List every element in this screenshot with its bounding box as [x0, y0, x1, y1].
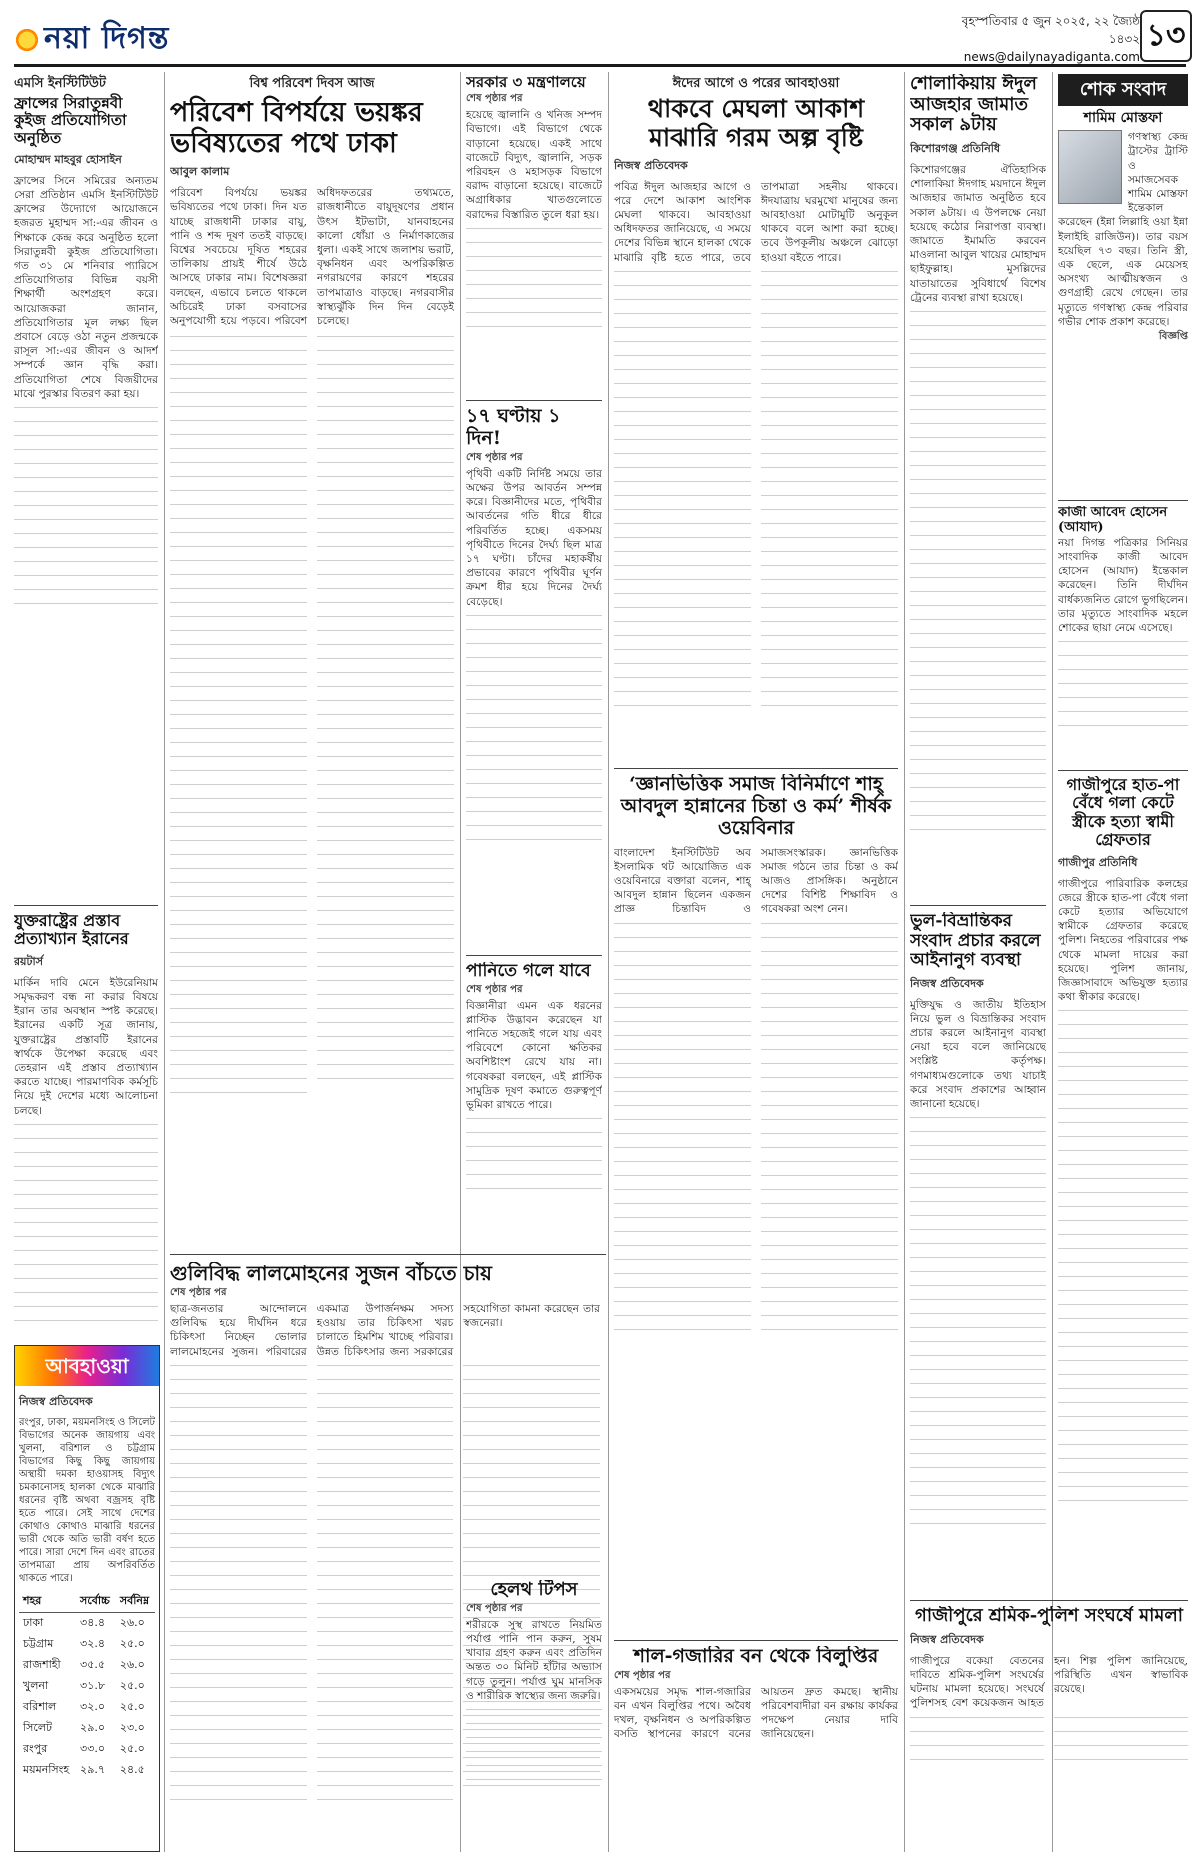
obituary-header: শোক সংবাদ: [1058, 74, 1188, 106]
story-misinformation[interactable]: [910, 912, 1046, 1592]
section-divider: [614, 768, 898, 769]
table-row: চট্টগ্রাম ৩২.৪ ২৫.০: [23, 1637, 145, 1650]
story-body: একসময়ের সমৃদ্ধ শাল-গজারির বন এখন বিলুপ্তির পথে। অবৈধ দখল, বৃক্ষনিধন ও অপরিকল্পিত বসতি স্থাপনের কারণে বনের আয়তন দ্রুত কমছে। স্থানীয় পরিবেশবাদীরা বন রক্ষায় কার্যকর পদক্ষেপ নেয়ার দাবি জানিয়েছেন।: [614, 1685, 898, 1741]
column-rule: [1052, 72, 1053, 1852]
table-row: সিলেট ২৯.০ ২৩.০: [23, 1721, 145, 1734]
story-budget[interactable]: [466, 74, 602, 394]
story-byline: নিজস্ব প্রতিবেদক: [910, 1632, 984, 1646]
story-body: ফ্রান্সের সিনে সমিরের অন্যতম সেরা প্রতিষ্ঠান এমসি ইনস্টিটিউট ফ্রান্সের উদ্যোগে আয়োজনে হজরত মুহাম্মদ সা:-এর জীবন ও শিক্ষাকে কেন্দ্র করে অনুষ্ঠিত হলো সিরাতুন্নবী কুইজ প্রতিযোগিতা। গত ৩১ মে শনিবার প্যারিসে প্রতিযোগিতার বিভিন্ন বয়সী শিক্ষার্থী অংশগ্রহণ করে। আয়োজকরা জানান, প্রতিযোগিতার মূল লক্ষ্য ছিল প্রবাসে বেড়ে ওঠা নতুন প্রজন্মকে রাসূল সা:-এর জীবন ও আদর্শ সম্পর্কে জ্ঞান বৃদ্ধি করা। প্রতিযোগিতা শেষে বিজয়ীদের মাঝে পুরস্কার বিতরণ করা হয়।: [14, 174, 158, 400]
story-headline: থাকবে মেঘলা আকাশ মাঝারি গরম অল্প বৃষ্টি: [647, 94, 865, 152]
temperature-table: [19, 1591, 155, 1781]
body-text-lines: [910, 311, 1046, 830]
contact-email[interactable]: news@dailynayadiganta.com: [963, 50, 1140, 64]
story-headline: শাল-গজারির বন থেকে বিলুপ্তির: [633, 1646, 879, 1667]
weather-title: আবহাওয়া: [15, 1346, 159, 1386]
story-headline: শোলাকিয়ায় ঈদুল আজহার জামাত সকাল ৯টায়: [910, 74, 1037, 136]
table-row: রাজশাহী ৩৫.৫ ২৬.০: [23, 1658, 145, 1671]
story-body: গাজীপুরে পারিবারিক কলহের জেরে স্ত্রীকে হাত-পা বেঁধে গলা কেটে হত্যার অভিযোগে স্বামীকে গ্রেফতার করেছে পুলিশ। নিহতের পরিবারের পক্ষ থেকে মামলা দায়ের করা হয়েছে। পুলিশ জানায়, জিজ্ঞাসাবাদে অভিযুক্ত হত্যার কথা স্বীকার করেছে।: [1058, 877, 1188, 1004]
body-text-lines: [466, 228, 602, 327]
continued-label: শেষ পৃষ্ঠার পর: [466, 983, 523, 995]
story-headline: ১৭ ঘণ্টায় ১ দিন!: [466, 406, 561, 449]
story-headline: পরিবেশ বিপর্যয়ে ভয়ঙ্কর ভবিষ্যতের পথে ঢাকা: [170, 97, 423, 160]
table-row: খুলনা ৩১.৮ ২৫.০: [23, 1679, 145, 1692]
story-byline: গাজীপুর প্রতিনিধি: [1058, 855, 1138, 869]
story-body: বাংলাদেশ ইনস্টিটিউট অব ইসলামিক থট আয়োজিত এক ওয়েবিনারে বক্তারা বলেন, শাহ্ আবদুল হান্নান ছিলেন একজন প্রাজ্ঞ চিন্তাবিদ ও সমাজসংস্কারক। জ্ঞানভিত্তিক সমাজ গঠনে তার চিন্তা ও কর্ম আজও প্রাসঙ্গিক। অনুষ্ঠানে দেশের বিশিষ্ট শিক্ষাবিদ ও গবেষকরা অংশ নেন।: [614, 846, 898, 916]
section-divider: [1058, 500, 1188, 501]
body-text-lines: [14, 407, 158, 614]
story-plastic[interactable]: [466, 962, 602, 1242]
masthead-meta: [930, 12, 1140, 66]
issue-date: বৃহস্পতিবার ৫ জুন ২০২৫, ২২ জ্যৈষ্ঠ ১৪৩২: [961, 14, 1140, 46]
story-byline: আবুল কালাম: [170, 165, 230, 179]
weather-byline: নিজস্ব প্রতিবেদক: [19, 1395, 93, 1408]
logo-text: নয়া দিগন্ত: [44, 21, 170, 56]
section-divider: [910, 905, 1046, 906]
body-text-lines: [614, 271, 898, 719]
section-divider: [170, 1254, 606, 1255]
body-text-lines: [910, 1717, 1188, 1773]
story-body: মার্কিন দাবি মেনে ইউরেনিয়াম সমৃদ্ধকরণ বন্ধ না করার বিষয়ে ইরান তার অবস্থান স্পষ্ট করেছে। ইরানের একটি সূত্র জানায়, যুক্তরাষ্ট্রের প্রস্তাবটি ইরানের স্বার্থকে উপেক্ষা করেছে এবং তেহরান এই প্রস্তাব প্রত্যাখ্যান করতে যাচ্ছে। পারমাণবিক কর্মসূচি নিয়ে দুই দেশের মধ্যে আলোচনা চলছে।: [14, 976, 158, 1117]
story-headline: গাজীপুরে হাত-পা বেঁধে গলা কেটে স্ত্রীকে হত্যা স্বামী গ্রেফতার: [1066, 776, 1180, 850]
section-divider: [466, 955, 602, 956]
masthead-rule: [14, 64, 1186, 67]
lead-story-environment[interactable]: [170, 74, 454, 1244]
story-body: পৃথিবী একটি নির্দিষ্ট সময়ে তার অক্ষের উপর আবর্তন সম্পন্ন করে। বিজ্ঞানীদের মতে, পৃথিবীর আবর্তনের গতি ধীরে ধীরে পরিবর্তিত হচ্ছে। একসময় পৃথিবীতে দিনের দৈর্ঘ্য ছিল মাত্র ১৭ ঘণ্টা। চাঁদের মহাকর্ষীয় প্রভাবের কারণে পৃথিবীর ঘূর্ণন ক্রমশ ধীর হয়ে দিনের দৈর্ঘ্য বেড়েছে।: [466, 467, 602, 608]
section-divider: [14, 905, 158, 906]
story-body: ছাত্র-জনতার আন্দোলনে গুলিবিদ্ধ হয়ে দীর্ঘদিন ধরে চিকিৎসা নিচ্ছেন ভোলার লালমোহনের সুজন। পরিবারের একমাত্র উপার্জনক্ষম সদস্য হওয়ায় তার চিকিৎসা খরচ চালাতে হিমশিম খাচ্ছে পরিবার। উন্নত চিকিৎসার জন্য সরকারের সহযোগিতা কামনা করেছেন তার স্বজনেরা।: [170, 1303, 600, 1358]
body-text-lines: [614, 923, 898, 1343]
body-text-lines: [170, 336, 454, 1099]
continued-label: শেষ পৃষ্ঠার পর: [614, 1669, 671, 1681]
section-divider: [614, 1640, 898, 1641]
table-header: সর্বোচ্চ: [76, 1591, 116, 1613]
section-divider: [1058, 770, 1188, 771]
table-row: বরিশাল ৩২.০ ২৫.০: [23, 1700, 145, 1713]
story-17-hours[interactable]: [466, 406, 602, 946]
story-headline: হেলথ টিপস: [490, 1580, 578, 1600]
continued-label: শেষ পৃষ্ঠার পর: [466, 93, 523, 105]
story-gazipur-clash[interactable]: [910, 1606, 1188, 1852]
obituary-name: শামিম মোস্তফা: [1083, 110, 1163, 126]
story-headline: পানিতে গলে যাবে: [466, 962, 591, 981]
table-header: সর্বনিম্ন: [116, 1591, 155, 1613]
story-body: পবিত্র ঈদুল আজহার আগে ও পরে দেশে আকাশ আংশিক মেঘলা থাকবে। আবহাওয়া অধিদফতর জানিয়েছে, এ সময়ে দেশের বিভিন্ন স্থানে হালকা থেকে মাঝারি বৃষ্টি হতে পারে, তবে তাপমাত্রা সহনীয় থাকবে। ঈদযাত্রায় ঘরমুখো মানুষের জন্য আবহাওয়া মোটামুটি অনুকূল থাকবে বলে আশা করা হচ্ছে। তবে উপকূলীয় অঞ্চলে ঝোড়ো হাওয়া বইতে পারে।: [614, 180, 898, 264]
story-body: গাজীপুরে বকেয়া বেতনের দাবিতে শ্রমিক-পুলিশ সংঘর্ষের ঘটনায় মামলা হয়েছে। সংঘর্ষে পুলিশসহ বেশ কয়েকজন আহত হন। শিল্প পুলিশ জানিয়েছে, পরিস্থিতি এখন স্বাভাবিক রয়েছে।: [910, 1654, 1188, 1710]
obituary-body: নয়া দিগন্ত পত্রিকার সিনিয়র সাংবাদিক কাজী আবেদ হোসেন (আযাদ) ইন্তেকাল করেছেন। তিনি দীর্ঘদিন বার্ধক্যজনিত রোগে ভুগছিলেন। তার মৃত্যুতে সাংবাদিক মহলে শোকের ছায়া নেমে এসেছে।: [1058, 536, 1188, 635]
story-kicker: এমসি ইনস্টিটিউট: [14, 76, 106, 91]
obituary-body: গণস্বাস্থ্য কেন্দ্র ট্রাস্টের ট্রাস্টি ও সমাজসেবক শামিম মোস্তফা ইন্তেকাল করেছেন (ইন্না লিল্লাহি ওয়া ইন্না ইলাইহি রাজিউন)। তার বয়স হয়েছিল ৭৩ বছর। তিনি স্ত্রী, এক ছেলে, এক মেয়েসহ অসংখ্য আত্মীয়স্বজন ও গুণগ্রাহী রেখে গেছেন। তার মৃত্যুতে গণস্বাস্থ্য কেন্দ্র পরিবার গভীর শোক প্রকাশ করেছে।: [1058, 131, 1188, 328]
story-kicker: বিশ্ব পরিবেশ দিবস আজ: [249, 76, 375, 91]
story-body: মুক্তিযুদ্ধ ও জাতীয় ইতিহাস নিয়ে ভুল ও বিভ্রান্তিকর সংবাদ প্রচার করলে আইনানুগ ব্যবস্থা নেয়া হবে বলে জানিয়েছে সংশ্লিষ্ট কর্তৃপক্ষ। গণমাধ্যমগুলোকে তথ্য যাচাই করে সংবাদ প্রকাশের আহ্বান জানানো হয়েছে।: [910, 998, 1046, 1111]
story-webinar[interactable]: [614, 774, 898, 1414]
portrait-photo: [1058, 130, 1122, 204]
story-body: কিশোরগঞ্জের ঐতিহাসিক শোলাকিয়া ঈদগাহ ময়দানে ঈদুল আজহার জামাত অনুষ্ঠিত হবে সকাল ৯টায়। এ উপলক্ষে নেয়া হয়েছে কঠোর নিরাপত্তা ব্যবস্থা। জামাতে ইমামতি করবেন মাওলানা আবুল খায়ের মোহাম্মদ ছাইফুল্লাহ। মুসল্লিদের যাতায়াতের সুবিধার্থে বিশেষ ট্রেনের ব্যবস্থা রাখা হয়েছে।: [910, 164, 1046, 304]
story-body: বিজ্ঞানীরা এমন এক ধরনের প্লাস্টিক উদ্ভাবন করেছেন যা পানিতে সহজেই গলে যায় এবং পরিবেশে কোনো ক্ষতিকর অবশিষ্টাংশ রেখে যায় না। গবেষকরা বলছেন, এই প্লাস্টিক সামুদ্রিক দূষণ কমাতে গুরুত্বপূর্ণ ভূমিকা রাখতে পারে।: [466, 999, 602, 1111]
continued-label: শেষ পৃষ্ঠার পর: [170, 1287, 227, 1298]
obituary-kazi[interactable]: [1058, 506, 1188, 766]
body-text-lines: [1058, 641, 1188, 726]
column-rule: [164, 72, 165, 1852]
body-text-lines: [466, 1118, 602, 1189]
story-byline: মোহাম্মদ মাহবুর হোসাইন: [14, 152, 122, 166]
table-row: ঢাকা ৩৪.৪ ২৬.০: [23, 1616, 145, 1629]
body-text-lines: [466, 615, 602, 840]
story-headline: সরকার ৩ মন্ত্রণালয়ে: [466, 74, 586, 91]
continued-label: শেষ পৃষ্ঠার পর: [466, 451, 523, 463]
story-body: শরীরকে সুস্থ রাখতে নিয়মিত পর্যাপ্ত পানি পান করুন, সুষম খাবার গ্রহণ করুন এবং প্রতিদিন অন্তত ৩০ মিনিট হাঁটার অভ্যাস গড়ে তুলুন। পর্যাপ্ত ঘুম মানসিক ও শারীরিক স্বাস্থ্যের জন্য জরুরি।: [466, 1618, 602, 1702]
column-rule: [904, 72, 905, 1852]
table-row: ময়মনসিংহ ২৯.৭ ২৪.৫: [23, 1763, 145, 1776]
story-body: পরিবেশ বিপর্যয়ে ভয়ঙ্কর ভবিষ্যতের পথে ঢাকা। দিন যত যাচ্ছে রাজধানী ঢাকার বায়ু, পানি ও শব্দ দূষণ ততই বাড়ছে। বিশ্বের সবচেয়ে দূষিত শহরের তালিকায় প্রায়ই শীর্ষে উঠে আসছে ঢাকার নাম। বিশেষজ্ঞরা বলছেন, এভাবে চলতে থাকলে অচিরেই ঢাকা বসবাসের অনুপযোগী হয়ে পড়বে। পরিবেশ অধিদফতরের তথ্যমতে, রাজধানীতে বায়ুদূষণের প্রধান উৎস ইটভাটা, যানবাহনের কালো ধোঁয়া ও নির্মাণকাজের ধুলা। একই সাথে জলাশয় ভরাট, বৃক্ষনিধন এবং অপরিকল্পিত নগরায়ণের কারণে শহরের তাপমাত্রাও বাড়ছে। নগরবাসীর স্বাস্থ্যঝুঁকি দিন দিন বেড়েই চলেছে।: [170, 187, 454, 327]
weather-body: রংপুর, ঢাকা, ময়মনসিংহ ও সিলেট বিভাগের অনেক জায়গায় এবং খুলনা, বরিশাল ও চট্টগ্রাম বিভাগের কিছু কিছু জায়গায় অস্থায়ী দমকা হাওয়াসহ বিদ্যুৎ চমকানোসহ হালকা থেকে মাঝারি ধরনের বৃষ্টি অথবা বজ্রসহ বৃষ্টি হতে পারে। সেই সাথে দেশের কোথাও কোথাও মাঝারি ধরনের ভারী থেকে অতি ভারী বর্ষণ হতে পারে। সারা দেশে দিন এবং রাতের তাপমাত্রা প্রায় অপরিবর্তিত থাকতে পারে।: [19, 1417, 155, 1584]
body-text-lines: [466, 1709, 602, 1780]
body-text-lines: [910, 1117, 1046, 1524]
section-divider: [910, 1600, 1188, 1601]
story-sholakia[interactable]: [910, 74, 1046, 894]
story-forest[interactable]: [614, 1646, 898, 1852]
continued-label: শেষ পৃষ্ঠার পর: [466, 1602, 523, 1614]
story-headline: গাজীপুরে শ্রমিক-পুলিশ সংঘর্ষে মামলা: [915, 1606, 1183, 1626]
story-headline: ফ্রান্সের সিরাতুন্নবী কুইজ প্রতিযোগিতা অনুষ্ঠিত: [14, 94, 127, 147]
story-body: হয়েছে জ্বালানি ও খনিজ সম্পদ বিভাগে। এই বিভাগে থেকে বাড়ানো হয়েছে। একই সাথে বাজেটে বিদ্যুৎ, জ্বালানি, সড়ক পরিবহন ও মহাসড়ক বিভাগে বরাদ্দ বাড়ানো হয়েছে। বাজেটে অগ্রাধিকার খাতগুলোতে বরাদ্দের বিস্তারিত তুলে ধরা হয়।: [466, 109, 602, 221]
story-headline: ভুল-বিভ্রান্তিকর সংবাদ প্রচার করলে আইনানুগ ব্যবস্থা: [910, 912, 1041, 971]
notice-label: বিজ্ঞপ্তি: [1158, 330, 1188, 342]
section-divider: [466, 400, 602, 401]
table-header: শহর: [19, 1591, 76, 1613]
body-text-lines: [1058, 1010, 1188, 1501]
story-kicker: ঈদের আগে ও পরের আবহাওয়া: [672, 76, 840, 91]
story-headline: ‘জ্ঞানভিত্তিক সমাজ বিনির্মাণে শাহ্ আবদুল হান্নানের চিন্তা ও কর্ম’ শীর্ষক ওয়েবিনার: [620, 774, 892, 839]
body-text-lines: [14, 1124, 158, 1321]
obituary-shamim[interactable]: [1058, 74, 1188, 494]
page-number: ১৩: [1140, 10, 1192, 62]
weather-box: [14, 1345, 160, 1852]
obituary-name: কাজী আবেদ হোসেন (আযাদ): [1058, 506, 1168, 535]
story-headline: গুলিবিদ্ধ লালমোহনের সুজন বাঁচতে চায়: [170, 1262, 492, 1285]
story-byline: রয়টার্স: [14, 954, 43, 968]
sun-logo-icon: [14, 27, 40, 53]
masthead-logo[interactable]: [14, 14, 234, 60]
story-byline: নিজস্ব প্রতিবেদক: [910, 976, 984, 990]
story-gazipur-murder[interactable]: [1058, 776, 1188, 1556]
story-headline: যুক্তরাষ্ট্রের প্রস্তাব প্রত্যাখ্যান ইরানের: [14, 912, 129, 949]
story-iran[interactable]: [14, 912, 158, 1332]
story-health-tips[interactable]: [466, 1580, 602, 1852]
story-byline: কিশোরগঞ্জ প্রতিনিধি: [910, 142, 1001, 156]
column-rule: [608, 72, 609, 1852]
story-byline: নিজস্ব প্রতিবেদক: [614, 158, 688, 172]
story-quiz[interactable]: [14, 74, 158, 614]
table-row: রংপুর ৩৩.০ ২৫.০: [23, 1742, 145, 1755]
story-weather-eid[interactable]: [614, 74, 898, 764]
